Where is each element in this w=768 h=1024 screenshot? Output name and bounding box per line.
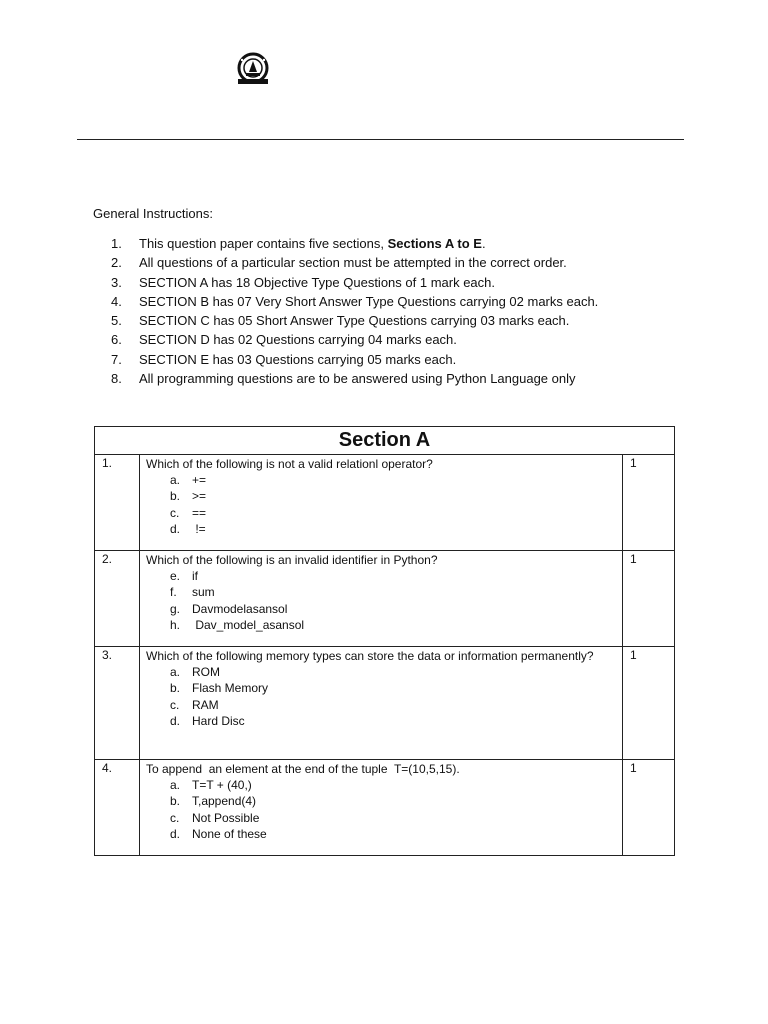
question-marks: 1 [623, 760, 675, 856]
option-item: h. Dav_model_asansol [170, 618, 305, 633]
option-item: b. >= [170, 489, 207, 504]
question-row [95, 551, 675, 647]
question-number: 3. [95, 647, 140, 760]
section-title: Section A [95, 427, 675, 455]
option-item: d. None of these [170, 827, 267, 842]
question-number: 4. [95, 760, 140, 856]
question-marks: 1 [623, 647, 675, 760]
instruction-item: 7. SECTION E has 03 Questions carrying 05 marks each. [111, 351, 457, 367]
option-item: c. == [170, 505, 207, 520]
instruction-item: 5. SECTION C has 05 Short Answer Type Questions carrying 03 marks each. [111, 313, 570, 329]
question-text: Which of the following is not a valid relationl operator? [146, 457, 433, 471]
option-item: c. Not Possible [170, 810, 260, 825]
question-marks: 1 [623, 551, 675, 647]
instruction-item: 8. All programming questions are to be answered using Python Language only [111, 371, 576, 387]
question-row [95, 455, 675, 551]
option-item: g. Davmodelasansol [170, 601, 288, 616]
instruction-item: 3. SECTION A has 18 Objective Type Questions of 1 mark each. [111, 274, 495, 290]
option-item: b. T,append(4) [170, 794, 257, 809]
question-marks: 1 [623, 455, 675, 551]
question-cell [140, 760, 623, 856]
instruction-item: 2. All questions of a particular section must be attempted in the correct order. [111, 255, 567, 271]
options-list [146, 568, 622, 634]
option-item: f. sum [170, 585, 215, 600]
instructions-list [111, 234, 711, 388]
question-text: To append an element at the end of the tuple T=(10,5,15). [146, 762, 460, 776]
question-number: 1. [95, 455, 140, 551]
question-cell [140, 647, 623, 760]
options-list [146, 472, 622, 538]
instruction-item: 1. This question paper contains five sections, Sections A to E. [111, 236, 486, 251]
instruction-item: 4. SECTION B has 07 Very Short Answer Type Questions carrying 02 marks each. [111, 293, 599, 309]
question-text: Which of the following memory types can store the data or information permanently? [146, 649, 594, 663]
options-list [146, 777, 622, 843]
school-logo [235, 52, 271, 86]
question-cell [140, 455, 623, 551]
option-item: e. if [170, 569, 198, 583]
instruction-item: 6. SECTION D has 02 Questions carrying 04 marks each. [111, 332, 457, 348]
section-a-table [94, 426, 675, 856]
option-item: d. != [170, 522, 206, 537]
option-item: d. Hard Disc [170, 714, 245, 729]
option-item: c. RAM [170, 697, 219, 712]
question-row [95, 647, 675, 760]
options-list [146, 664, 622, 730]
question-row [95, 760, 675, 856]
option-item: b. Flash Memory [170, 681, 269, 696]
header-divider [77, 139, 684, 140]
question-number: 2. [95, 551, 140, 647]
option-item: a. ROM [170, 665, 220, 679]
option-item: a. += [170, 473, 207, 487]
general-instructions-title: General Instructions: [93, 206, 213, 221]
option-item: a. T=T + (40,) [170, 778, 252, 792]
question-cell [140, 551, 623, 647]
question-text: Which of the following is an invalid identifier in Python? [146, 553, 438, 567]
